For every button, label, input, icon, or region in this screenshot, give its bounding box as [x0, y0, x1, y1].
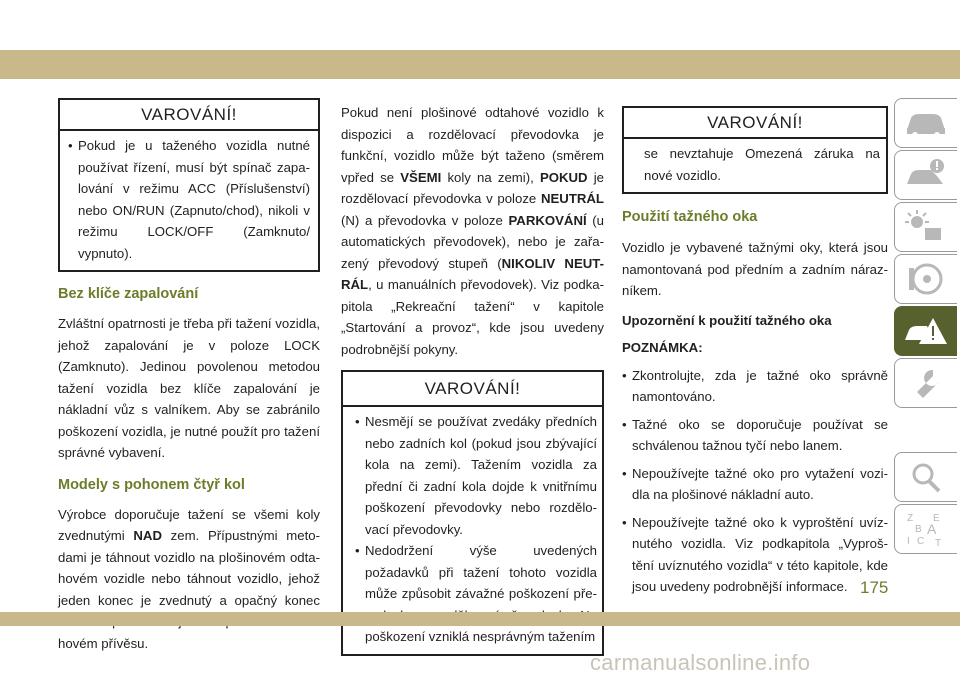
warning-bullet: • Pokud je u taženého vozidla nutné používat řízení, musí být spínač zapa-lování v režimu ACC (Příslušenství) nebo ON/RUN (Zapnuto/chod), nikoli v režimu LOCK/OFF (Zamknuto/ vypnuto). — [68, 138, 310, 261]
section-heading: Modely s pohonem čtyř kol — [58, 476, 245, 493]
car-alert-icon — [903, 156, 949, 194]
warning-bullet: • Nesmějí se používat zvedáky předních nebo zadních kol (pokud jsou zbývající kola na zemi). Tažením vozidla za přední či zadní kola dojde k vnitřnímu poškození převodovky nebo rozdělo-vací převodovky. — [355, 414, 597, 537]
warning-text: se nevztahuje Omezená záruka na nové vozidlo. — [644, 146, 880, 183]
warning-title: VAROVÁNÍ! — [624, 108, 886, 139]
index-letters-icon — [903, 510, 949, 550]
paragraph: Vozidlo je vybavené tažnými oky, která jsou namontovaná pod předním a zadním náraz-níkem. — [622, 240, 888, 298]
svg-text:A: A — [927, 521, 937, 537]
paragraph: Pokud není plošinové odtahové vozidlo k dispozici a rozdělovací převodovka je funkční, vozidlo může být taženo (směrem vpřed se VŠEMI koly na zemi), POKUD je rozdělovací převodovka v poloze NEUTRÁL (N) a převodovka v poloze PARKOVÁNÍ (u automatických převodovek), nebo je zařa-zený převodový stupeň (NIKOLIV NEUT-RÁL, u manuálních převodovek). Viz podka-pitola „Rekreační tažení“ v kapitole „Startování a provoz“, kde jsou uvedeny podrobnější pokyny. — [341, 105, 605, 357]
section-heading: Bez klíče zapalování — [58, 286, 199, 302]
warning-title: VAROVÁNÍ! — [343, 372, 602, 407]
list-item: • Zkontrolujte, zda je tažné oko správně namontováno. — [622, 367, 888, 404]
note-label: POZNÁMKA: — [622, 340, 703, 355]
tab-car-info[interactable] — [894, 98, 957, 148]
list-item: • Nepoužívejte tažné oko k vyproštění uvíz-nutého vozidla. Viz podkapitola „Vyproš-tění uvíznutého vozidla“ v této kapitole, kde jsou uvedeny podrobnější informace. — [622, 514, 888, 594]
tab-dashboard-lights[interactable] — [894, 202, 957, 252]
steering-wheel-icon — [903, 260, 949, 298]
left-column — [58, 98, 320, 654]
svg-text:B: B — [915, 524, 922, 535]
svg-text:Z: Z — [907, 513, 914, 524]
tab-steering[interactable] — [894, 254, 957, 304]
right-column — [622, 106, 888, 598]
tab-car-alert[interactable] — [894, 150, 957, 200]
warning-box — [622, 106, 888, 194]
svg-text:T: T — [935, 538, 942, 549]
warning-bullet: • Nedodržení výše uvedených požadavků při tažení tohoto vozidla může způsobit závažné poškození pře- poškození vzniklá nesprávným tažením — [355, 543, 597, 644]
car-info-icon — [903, 104, 949, 142]
svg-text:E: E — [933, 513, 940, 524]
page-number: 175 — [860, 578, 889, 597]
bottom-banner — [0, 612, 960, 626]
list-item: • Tažné oko se doporučuje používat se schválenou tažnou tyčí nebo lanem. — [622, 416, 888, 453]
tab-service[interactable] — [894, 358, 957, 408]
search-icon — [903, 458, 949, 496]
warning-title: VAROVÁNÍ! — [60, 100, 318, 131]
tab-search[interactable] — [894, 452, 957, 502]
tab-car-warning[interactable] — [894, 306, 957, 356]
svg-text:C: C — [917, 536, 925, 547]
car-warning-icon — [903, 312, 949, 350]
warning-box — [58, 98, 320, 272]
subheading: Upozornění k použití tažného oka — [622, 312, 832, 328]
list-item: • Nepoužívejte tažné oko pro vytažení vozi-dla na plošinové nákladní auto. — [622, 465, 888, 502]
tab-index[interactable] — [894, 504, 957, 554]
section-heading: Použití tažného oka — [622, 209, 758, 225]
dashboard-lights-icon — [903, 208, 949, 246]
wrench-icon — [903, 364, 949, 402]
paragraph: Výrobce doporučuje tažení se všemi koly zvednutými NAD zem. Přípustnými meto-dami je táhnout vozidlo na plošinovém odta-hovém vozidle nebo táhnout vozidlo, jehož jeden konec je zvednutý a opačný konec hovém přívěsu. — [58, 506, 320, 651]
middle-column — [341, 102, 604, 656]
svg-text:I: I — [907, 536, 910, 547]
top-banner — [0, 50, 960, 79]
paragraph: Zvláštní opatrnosti je třeba při tažení vozidla, jehož zapalování je v poloze LOCK (Zamknuto). Jedinou povolenou metodou tažení vozidla bez klíče zapalování je nákladní vůz s valníkem. Aby se zabránilo poškození vozidla, je nutné použít pro tažení správné vybavení. — [58, 316, 320, 460]
watermark: carmanualsonline.info — [590, 650, 811, 675]
